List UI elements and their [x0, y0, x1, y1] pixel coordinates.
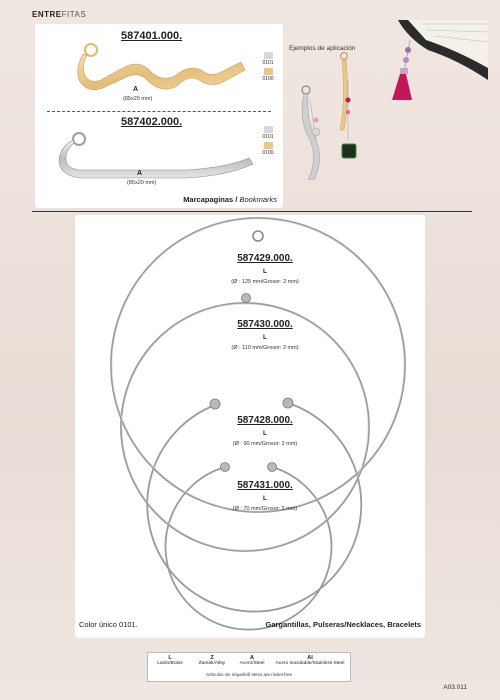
legend-item: L Latón/Brass	[157, 655, 183, 666]
legend-item: AI Acero Inoxidable/Stainless Steel	[275, 655, 345, 666]
application-examples-image	[288, 20, 488, 180]
necklaces-panel	[75, 215, 425, 638]
swatch-silver	[264, 126, 273, 133]
legend-item: Z Zamak/Alloy	[198, 655, 226, 666]
bookmark-1-dims: (85x20 mm)	[123, 96, 153, 102]
swatch-silver	[264, 52, 273, 59]
legend-item: A Acero/Steel	[239, 655, 265, 666]
bookmark-2-code: 587402.000.	[121, 116, 183, 128]
bookmark-1-swatches: 0101 0100	[258, 52, 278, 84]
bookmarks-title: Marcapaginas / Bookmarks	[183, 195, 277, 204]
material-legend	[147, 652, 351, 682]
swatch-gold	[264, 142, 273, 149]
bookmark-2-dims: (85x20 mm)	[127, 180, 157, 186]
bookmark-2-finish: A	[137, 170, 143, 177]
bookmark-1-finish: A	[133, 86, 139, 93]
ring-90-label: 587428.000. L (Ø : 90 mm/Grosor: 2 mm)	[232, 415, 298, 447]
page-number: A03.011	[443, 684, 467, 691]
swatch-gold	[264, 68, 273, 75]
application-label: Ejemplos de aplicación	[289, 45, 356, 52]
nickel-free-note: Artículos sin níquel/All items are nickel-free	[205, 672, 293, 677]
ring-125-label: 587429.000. L (Ø : 125 mm/Grosor: 2 mm)	[231, 253, 299, 285]
bookmark-1-code: 587401.000.	[121, 30, 183, 42]
section-divider	[32, 211, 472, 212]
gold-bookmark-image	[78, 44, 245, 90]
ring-110-label: 587430.000. L (Ø : 110 mm/Grosor: 2 mm)	[231, 319, 299, 351]
necklaces-title: Gargantillas, Pulseras/Necklaces, Bracelets	[265, 620, 421, 629]
color-note: Color único 0101.	[79, 620, 138, 629]
bookmarks-panel	[35, 24, 283, 208]
section-header: ENTREFITAS	[32, 10, 87, 19]
divider	[47, 111, 271, 112]
silver-bookmark-image	[59, 133, 253, 178]
bookmark-2-swatches: 0101 0100	[258, 126, 278, 158]
ring-70-label: 587431.000. L (Ø : 70 mm/Grosor: 2 mm)	[232, 480, 298, 512]
